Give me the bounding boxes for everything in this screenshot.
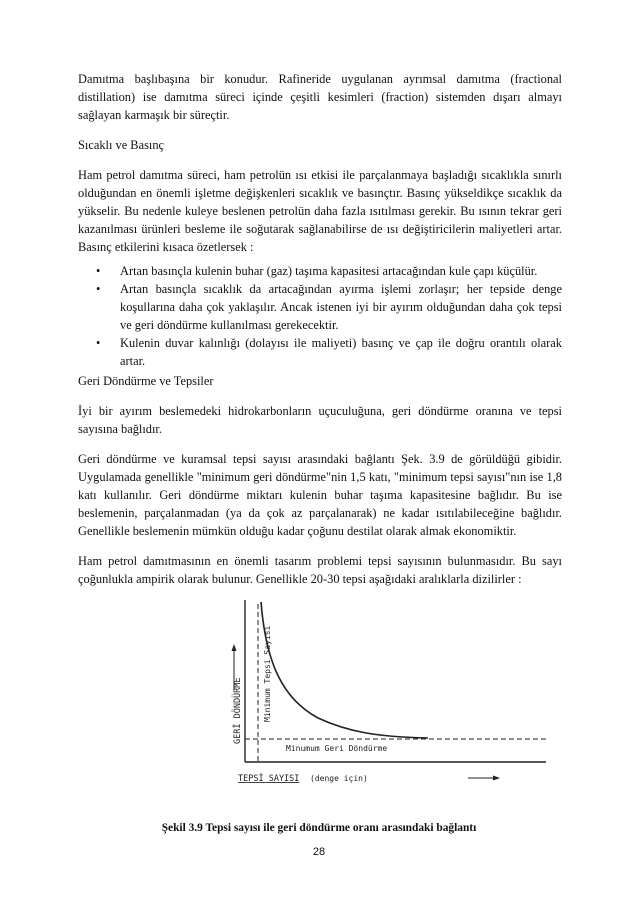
list-item-text: Kulenin duvar kalınlığı (dolayısı ile maliyeti) basınç ve çap ile doğru orantılı olarak artar. [120,336,562,368]
pressure-effects-list [78,262,562,370]
page-number: 28 [312,846,326,858]
heading-temperature-pressure: Sıcaklı ve Basınç [78,138,165,152]
body-text-block-top [78,70,562,256]
paragraph-distillation-intro: Damıtma başlıbaşına bir konudur. Rafineride uygulanan ayrımsal damıtma (fractional distillation) ise damıtma süreci içinde çeşitli kesimleri (fraction) sistemden dışarı almayı sağlayan karmaşık bir süreçtir. [78,72,562,122]
body-text-block-bottom [78,372,562,588]
x-axis-arrowhead-icon [493,776,500,781]
paragraph-good-separation: İyi bir ayırım beslemedeki hidrokarbonların uçuculuğuna, geri döndürme oranına ve tepsi sayısına bağlıdır. [78,404,562,436]
y-axis-label: GERİ DÖNDÜRME [233,677,243,744]
list-item [90,280,562,334]
list-item-text: Artan basınçla sıcaklık da artacağından ayırma işlemi zorlaşır; her tepside denge koşullarına daha çok yaklaşılır. Ancak istenen iyi bir ayırım olduğundan daha çok tepsi ve geri döndürme kullanılması gerekecektir. [120,282,562,332]
figure-drawing [228,594,578,788]
figure-caption: Şekil 3.9 Tepsi sayısı ile geri döndürme oranı arasındaki bağlantı [161,822,477,834]
list-item [90,262,562,280]
bullet-icon: • [96,282,101,296]
min-reflux-label: Minumum Geri Döndürme [286,744,388,753]
heading-reflux-trays: Geri Döndürme ve Tepsiler [78,374,214,388]
bullet-icon: • [96,336,101,350]
x-axis-note: (denge için) [310,774,368,783]
list-item [90,334,562,370]
paragraph-tray-count: Ham petrol damıtmasının en önemli tasarım problemi tepsi sayısının bulunmasıdır. Bu sayı çoğunlukla ampirik olarak bulunur. Genellikle 20-30 tepsi aşağıdaki aralıklarla dizilirler : [78,554,562,586]
min-trays-label: Minimum Tepsi Sayısı [263,625,272,722]
figure-reflux-vs-trays [228,594,578,788]
reflux-tray-curve [261,602,428,738]
list-item-text: Artan basınçla kulenin buhar (gaz) taşıma kapasitesi artacağından kule çapı küçülür. [120,264,538,278]
paragraph-pressure-effects: Ham petrol damıtma süreci, ham petrolün ısı etkisi ile parçalanmaya başladığı sıcaklıkla sınırlı olduğundan en önemli işletme değişkenleri sıcaklık ve basınçtır. Basınç yükseldikçe sıcaklık da yükselir. Bu nedenle kuleye beslenen petrolün daha fazla ısıtılması gerekir. Bu ısının tekrar geri kazanılması ürünleri besleme ile soğutarak sağlanabilirse de ısı değiştiricilerin maliyetleri artar. Basınç etkilerini kısaca özetlersek : [78,168,562,254]
bullet-list-block [78,262,562,370]
paragraph-reflux-relation: Geri döndürme ve kuramsal tepsi sayısı arasındaki bağlantı Şek. 3.9 de görüldüğü gibidir. Uygulamada genellikle "minimum geri döndürme"nin 1,5 katı, "minimum tepsi sayısı"nın ise 1,8 katı kullanılır. Geri döndürme miktarı kulenin buhar taşıma kapasitesine bağlıdır. Bu ise beslemenin, parçalanmadan (ya da çok az parçalanarak) ne kadar ısıtılabileceğine bağlıdır. Genellikle beslemenin mümkün olduğu kadar çoğunu destilat olarak almak ekonomiktir. [78,452,562,538]
bullet-icon: • [96,264,101,278]
y-axis-arrowhead-icon [232,644,237,651]
x-axis-label: TEPSİ SAYISI [238,774,300,784]
